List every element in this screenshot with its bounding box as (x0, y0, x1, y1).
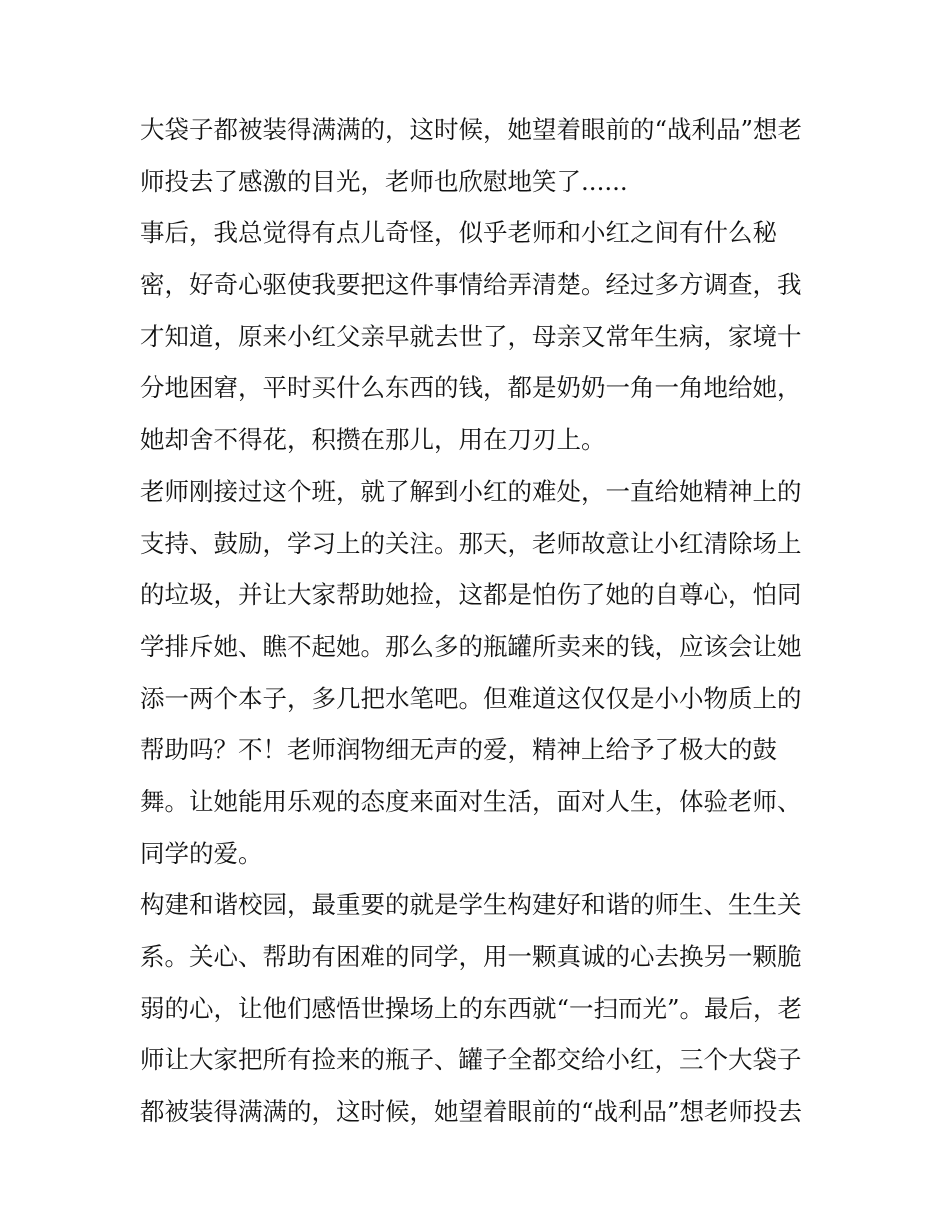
text-line: 才知道，原来小红父亲早就去世了，母亲又常年生病，家境十 (140, 321, 802, 351)
text-line: 学排斥她、瞧不起她。那么多的瓶罐所卖来的钱，应该会让她 (140, 631, 802, 661)
text-line: 都被装得满满的，这时候，她望着眼前的“战利品”想老师投去 (140, 1097, 803, 1127)
text-line: 事后，我总觉得有点儿奇怪，似乎老师和小红之间有什么秘 (140, 218, 777, 248)
text-line: 支持、鼓励，学习上的关注。那天，老师故意让小红清除场上 (140, 528, 802, 558)
text-line: 同学的爱。 (140, 838, 263, 868)
text-line: 大袋子都被装得满满的，这时候，她望着眼前的“战利品”想老 (140, 115, 803, 144)
text-line: 师让大家把所有捡来的瓶子、罐子全都交给小红，三个大袋子 (140, 1045, 802, 1075)
text-line: 帮助吗？不！老师润物细无声的爱，精神上给予了极大的鼓 (140, 735, 777, 765)
text-line: 分地困窘，平时买什么东西的钱，都是奶奶一角一角地给她， (140, 373, 802, 403)
document-body (140, 104, 820, 1138)
text-line: 系。关心、帮助有困难的同学，用一颗真诚的心去换另一颗脆 (140, 942, 802, 971)
text-line: 舞。让她能用乐观的态度来面对生活，面对人生，体验老师、 (140, 786, 802, 816)
text-line: 添一两个本子，多几把水笔吧。但难道这仅仅是小小物质上的 (140, 683, 802, 713)
text-line: 构建和谐校园，最重要的就是学生构建好和谐的师生、生生关 (140, 890, 802, 920)
text-line: 的垃圾，并让大家帮助她捡，这都是怕伤了她的自尊心，怕同 (140, 580, 802, 610)
text-line: 密，好奇心驱使我要把这件事情给弄清楚。经过多方调查，我 (140, 270, 802, 300)
text-line: 弱的心，让他们感悟世操场上的东西就“一扫而光”。最后，老 (140, 993, 803, 1023)
text-line: 老师刚接过这个班，就了解到小红的难处，一直给她精神上的 (140, 476, 802, 506)
text-line: 她却舍不得花，积攒在那儿，用在刀刃上。 (140, 425, 606, 455)
text-line: 师投去了感激的目光，老师也欣慰地笑了...... (140, 166, 628, 196)
